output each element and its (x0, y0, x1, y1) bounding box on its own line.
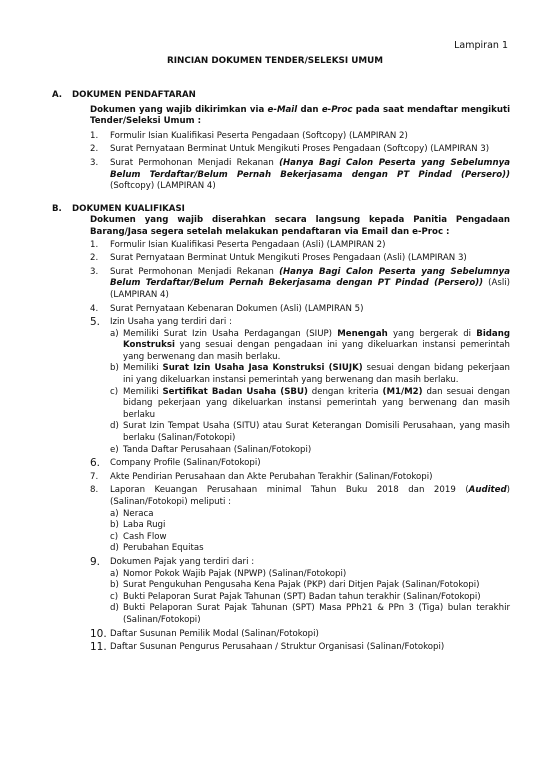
sub-item-letter: a) (110, 328, 119, 339)
item-number: 2. (90, 253, 99, 264)
sub-item (110, 363, 510, 386)
list-item (90, 158, 510, 193)
item-number: 9. (90, 555, 101, 568)
sub-item (110, 543, 510, 555)
item-number: 3. (90, 157, 99, 168)
sub-item-emphasis: Sertifikat Badan Usaha (SBU) (162, 386, 308, 397)
document-body (52, 90, 511, 656)
item-number: 1. (90, 130, 99, 141)
item-text: Surat Pernyataan Berminat Untuk Mengikuti Proses Pengadaan (Softcopy) (LAMPIRAN 3) (110, 144, 490, 155)
sub-item-letter: c) (110, 386, 119, 397)
sub-item (110, 569, 510, 581)
list-item (90, 485, 510, 555)
sub-item (110, 329, 510, 364)
section-b-body (90, 215, 510, 653)
item-text: Akte Pendirian Perusahaan dan Akte Perubahan Terakhir (Salinan/Fotokopi) (110, 471, 433, 482)
section-b-title: DOKUMEN KUALIFIKASI (72, 203, 185, 214)
document-title: RINCIAN DOKUMEN TENDER/SELEKSI UMUM (166, 56, 384, 66)
item-number: 5. (90, 316, 101, 329)
sub-item-text: Nomor Pokok Wajib Pajak (NPWP) (Salinan/Fotokopi) (123, 568, 347, 579)
sub-item-letter: b) (110, 580, 119, 591)
sub-item (110, 580, 510, 592)
item-number: 7. (90, 471, 99, 482)
item-number: 3. (90, 266, 99, 277)
item-number: 11. (90, 641, 107, 654)
item-number: 4. (90, 303, 99, 314)
sub-item-letter: a) (110, 568, 119, 579)
item-text: Formulir Isian Kualifikasi Peserta Pengadaan (Softcopy) (LAMPIRAN 2) (110, 130, 408, 141)
item-number: 6. (90, 457, 101, 470)
item-text: Surat Permohonan Menjadi Rekanan (110, 157, 280, 168)
sub-item-text: Surat Pengukuhan Pengusaha Kena Pajak (PKP) dari Ditjen Pajak (Salinan/Fotokopi) (123, 580, 480, 591)
sub-item-letter: c) (110, 591, 119, 602)
sub-item-emphasis: Bidang Konstruksi (123, 328, 510, 351)
sub-item-letter: d) (110, 543, 119, 554)
item-emphasis: Audited (468, 485, 507, 496)
list-item (90, 253, 510, 265)
sub-item-text: Neraca (123, 508, 154, 519)
sub-item-text: Bukti Pelaporan Surat Pajak Tahunan (SPT) Badan tahun terakhir (Salinan/Fotokopi) (123, 591, 481, 602)
sub-item-text: Laba Rugi (123, 520, 166, 531)
intro-text: pada saat mendaftar mengikuti Tender/Seleksi Umum : (90, 104, 511, 127)
sub-item-letter: a) (110, 508, 119, 519)
item-text: Izin Usaha yang terdiri dari : (110, 317, 232, 328)
list-item (90, 642, 510, 654)
item-text: (Softcopy) (LAMPIRAN 4) (110, 181, 216, 192)
intro-email: e-Mail (267, 104, 298, 115)
item-number: 2. (90, 144, 99, 155)
sub-item-text: Memiliki Surat Izin Usaha Perdagangan (SIUP) (123, 328, 338, 339)
item-text: Surat Pernyataan Kebenaran Dokumen (Asli) (LAMPIRAN 5) (110, 303, 364, 314)
list-item (90, 131, 510, 143)
section-a-heading (52, 90, 510, 102)
item-text: Surat Permohonan Menjadi Rekanan (110, 266, 280, 277)
intro-text: Dokumen yang wajib dikirimkan via (90, 104, 268, 115)
sub-item (110, 532, 510, 544)
section-b-heading (52, 203, 510, 216)
sub-item-text: Perubahan Equitas (123, 543, 204, 554)
sub-item-emphasis: Surat Izin Usaha Jasa Konstruksi (SIUJK) (162, 363, 363, 374)
list-item (90, 317, 510, 456)
item-text: Formulir Isian Kualifikasi Peserta Pengadaan (Asli) (LAMPIRAN 2) (110, 239, 386, 250)
sub-item-text: yang sesuai dengan pengadaan ini yang dikeluarkan instansi pemerintah yang berwenang dan masih berlaku. (123, 340, 510, 362)
section-a-letter: A. (52, 90, 63, 100)
sub-item (110, 592, 510, 604)
list-item (90, 240, 510, 252)
item-emphasis: (Hanya Bagi Calon Peserta yang Sebelumnya Belum Terdaftar/Belum Pernah Bekerjasama dengan PT Pindad (Persero)) (110, 157, 510, 180)
sub-item-text: yang bergerak di (387, 328, 477, 339)
item-text: (Asli) (LAMPIRAN 4) (110, 278, 510, 300)
sub-item-text: dengan kriteria (307, 386, 383, 397)
list-item (90, 144, 510, 156)
list-item (90, 458, 510, 470)
list-item (90, 557, 510, 627)
item-text: Laporan Keuangan Perusahaan minimal Tahun Buku 2018 dan 2019 ( (110, 485, 469, 496)
sub-item-text: dan sesuai dengan bidang pekerjaan yang dikeluarkan instansi pemerintah yang berwenang dan masih berlaku (123, 386, 511, 420)
section-a-intro (90, 105, 510, 128)
sub-item-letter: b) (110, 520, 119, 531)
sub-item-emphasis: Menengah (337, 328, 388, 339)
item-number: 10. (90, 627, 107, 640)
sub-item (110, 387, 510, 422)
list-item (90, 629, 510, 641)
list-item (90, 304, 510, 316)
sub-item-text: Surat Izin Tempat Usaha (SITU) atau Surat Keterangan Domisili Perusahaan, yang masih berlaku (Salinan/Fotokopi) (123, 421, 510, 444)
sub-item (110, 520, 510, 532)
sub-item (110, 509, 510, 521)
intro-eproc: e-Proc (321, 104, 353, 115)
sub-item-text: Bukti Pelaporan Surat Pajak Tahunan (SPT) Masa PPh21 & PPn 3 (Tiga) bulan terakhir (Salinan/Fotokopi) (123, 603, 510, 625)
item-text: ) (Salinan/Fotokopi) meliputi : (110, 485, 510, 507)
item-text: Company Profile (Salinan/Fotokopi) (110, 458, 261, 469)
item-text: Daftar Susunan Pemilik Modal (Salinan/Fotokopi) (110, 628, 319, 639)
sub-item (110, 421, 510, 444)
sub-item (110, 603, 510, 626)
section-b-letter: B. (52, 203, 62, 214)
sub-item-text: Memiliki (123, 363, 163, 374)
list-item (90, 267, 510, 302)
list-item (90, 472, 510, 484)
item-number: 8. (90, 485, 99, 496)
sub-item-text: Cash Flow (123, 531, 167, 542)
item-text: Daftar Susunan Pengurus Perusahaan / Struktur Organisasi (Salinan/Fotokopi) (110, 642, 445, 653)
intro-text: dan (297, 104, 322, 115)
sub-item-letter: e) (110, 444, 119, 455)
sub-item (110, 445, 510, 457)
sub-item-letter: c) (110, 531, 119, 542)
sub-item-text: Tanda Daftar Perusahaan (Salinan/Fotokopi) (123, 444, 312, 455)
sub-item-emphasis: (M1/M2) (382, 386, 423, 397)
sub-item-letter: d) (110, 603, 119, 614)
sub-item-text: sesuai dengan bidang pekerjaan ini yang dikeluarkan instansi pemerintah yang berwenang dan masih berlaku. (123, 363, 510, 386)
sub-item-letter: d) (110, 421, 119, 432)
lampiran-label: Lampiran 1 (454, 40, 508, 51)
item-number: 1. (90, 239, 99, 250)
section-a-body (90, 105, 510, 193)
item-text: Surat Pernyataan Berminat Untuk Mengikuti Proses Pengadaan (Asli) (LAMPIRAN 3) (110, 253, 467, 264)
item-emphasis: (Hanya Bagi Calon Peserta yang Sebelumnya Belum Terdaftar/Belum Pernah Bekerjasama dengan PT Pindad (Persero)) (110, 266, 510, 289)
sub-item-letter: b) (110, 363, 119, 374)
section-b-intro: Dokumen yang wajib diserahkan secara langsung kepada Panitia Pengadaan Barang/Jasa segera setelah melakukan pendaftaran via Email dan e-Proc : (90, 215, 510, 237)
item-text: Dokumen Pajak yang terdiri dari : (110, 556, 255, 567)
sub-item-text: Memiliki (123, 386, 163, 397)
section-a-title: DOKUMEN PENDAFTARAN (72, 90, 196, 100)
